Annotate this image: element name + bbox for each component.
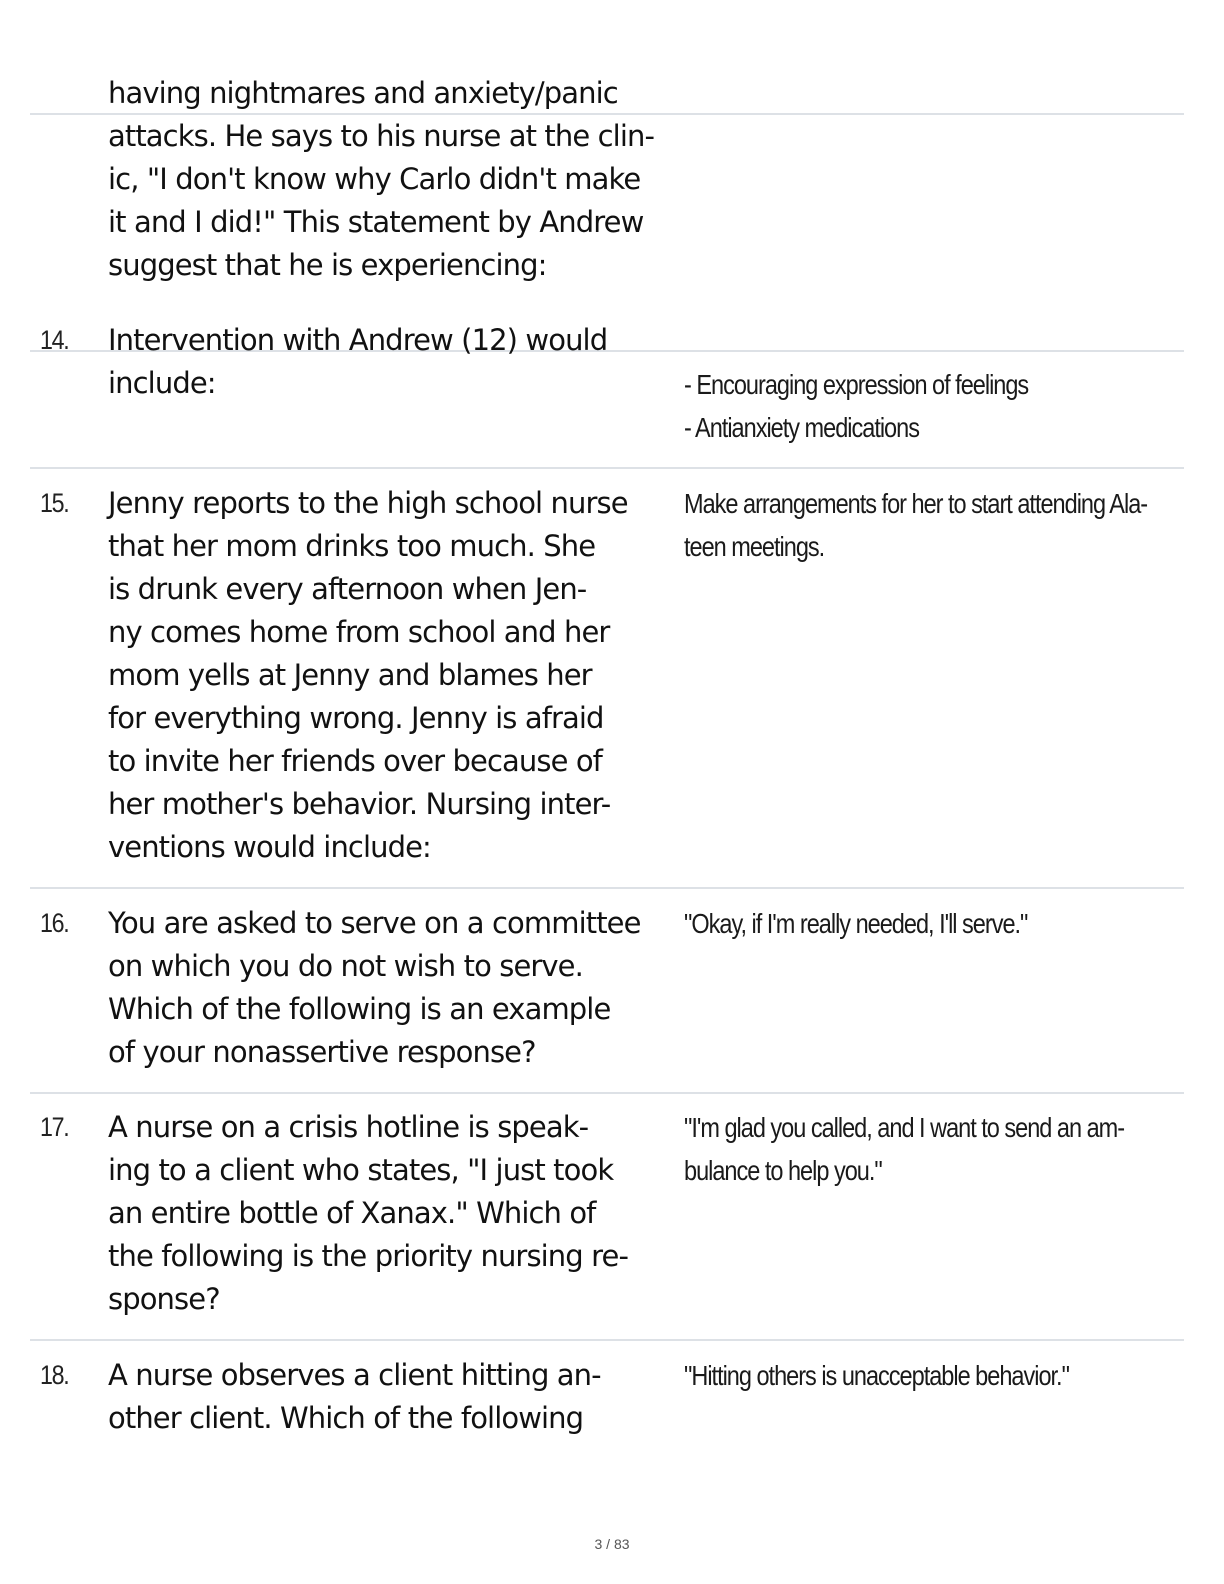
question-number: 15.	[40, 488, 69, 518]
question-text: Intervention with Andrew (12) would include:	[108, 323, 608, 400]
row-divider	[30, 467, 1184, 469]
question-number: 16.	[40, 908, 69, 938]
answer-text: Make arrangements for her to start attending Ala- teen meetings.	[684, 488, 1148, 562]
question-text: You are asked to serve on a committee on which you do not wish to serve. Which of the following is an example of your nonassertive response?	[108, 906, 641, 1069]
answer-text: "Okay, if I'm really needed, I'll serve."	[684, 908, 1028, 939]
answer-text: "Hitting others is unacceptable behavior."	[684, 1360, 1069, 1391]
row-divider	[30, 1092, 1184, 1094]
question-text: A nurse observes a client hitting an- other client. Which of the following	[108, 1358, 601, 1435]
question-text: Jenny reports to the high school nurse that her mom drinks too much. She is drunk every afternoon when Jen- ny comes home from school and her mom yells at Jenny and blames her for everything wrong. Jenny is afraid to invite her friends over because of her mother's behavior. Nursing inter- ventions would include:	[108, 486, 628, 864]
answer-text: - Encouraging expression of feelings - Antianxiety medications	[684, 369, 1029, 443]
row-divider	[30, 887, 1184, 889]
question-number: 18.	[40, 1360, 69, 1390]
question-number: 17.	[40, 1112, 69, 1142]
page-number: 3 / 83	[594, 1536, 630, 1552]
row-divider	[30, 1339, 1184, 1341]
answer-text: "I'm glad you called, and I want to send an am- bulance to help you."	[684, 1112, 1125, 1186]
question-text: A nurse on a crisis hotline is speak- ing to a client who states, "I just took an entire bottle of Xanax." Which of the following is the priority nursing re- sponse?	[108, 1110, 629, 1316]
question-number: 14.	[40, 325, 69, 355]
question-text: having nightmares and anxiety/panic attacks. He says to his nurse at the clin- ic, "I don't know why Carlo didn't make it and I did!" This statement by Andrew suggest that he is experiencing:	[108, 76, 655, 282]
